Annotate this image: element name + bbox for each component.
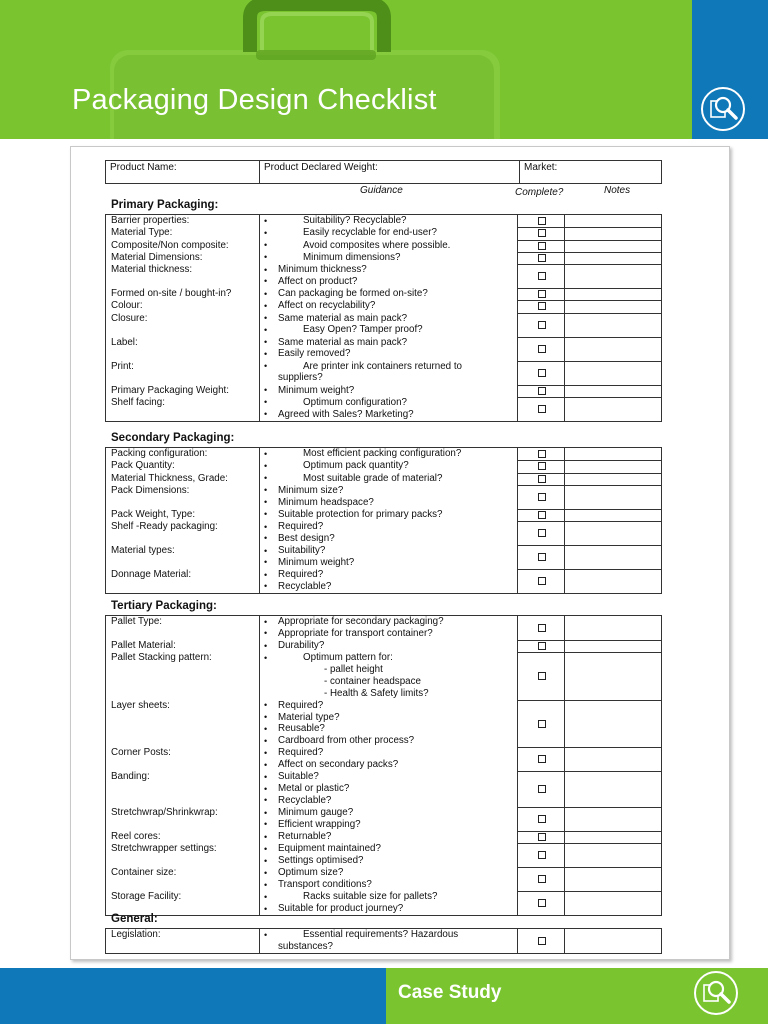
magnifier-logo-icon xyxy=(693,970,739,1016)
table-row xyxy=(106,843,661,867)
guidance-text: Agreed with Sales? Marketing? xyxy=(278,408,414,420)
guidance-text: Easily recyclable for end-user? xyxy=(303,227,437,239)
table-row xyxy=(106,473,661,485)
bullet-icon: • xyxy=(264,448,268,459)
guidance-text: Minimum weight? xyxy=(278,384,355,396)
section-title: Tertiary Packaging: xyxy=(111,600,217,612)
bullet-icon: • xyxy=(264,831,268,842)
complete-checkbox[interactable] xyxy=(538,624,546,632)
row-label: Shelf facing: xyxy=(111,396,165,408)
bullet-icon: • xyxy=(264,735,268,746)
header-banner xyxy=(0,0,692,139)
complete-checkbox[interactable] xyxy=(538,405,546,413)
guidance-text: suppliers? xyxy=(278,372,323,384)
bullet-icon: • xyxy=(264,712,268,722)
complete-checkbox[interactable] xyxy=(538,450,546,458)
bullet-icon: • xyxy=(264,215,268,226)
complete-checkbox[interactable] xyxy=(538,577,546,585)
complete-checkbox[interactable] xyxy=(538,321,546,329)
complete-checkbox[interactable] xyxy=(538,553,546,561)
guidance-text: Minimum size? xyxy=(278,484,344,496)
bullet-icon: • xyxy=(264,473,268,483)
guidance-text: Avoid composites where possible. xyxy=(303,239,451,251)
row-label: Material Thickness, Grade: xyxy=(111,472,228,484)
complete-checkbox[interactable] xyxy=(538,720,546,728)
bullet-icon: • xyxy=(264,652,268,663)
bullet-icon: • xyxy=(264,348,268,359)
guidance-text: Suitable for product journey? xyxy=(278,903,404,914)
column-divider xyxy=(564,616,565,915)
bullet-icon: • xyxy=(264,903,268,914)
bullet-icon: • xyxy=(264,409,268,419)
guidance-text: Reusable? xyxy=(278,723,325,735)
column-divider xyxy=(517,215,518,421)
guidance-text: Essential requirements? Hazardous xyxy=(303,929,459,940)
guidance-text: Cardboard from other process? xyxy=(278,735,415,746)
bullet-icon: • xyxy=(264,460,268,471)
column-divider xyxy=(259,215,260,421)
checklist-table xyxy=(105,615,662,916)
case-study-label: Case Study xyxy=(398,982,502,1003)
bullet-icon: • xyxy=(264,891,268,902)
guidance-text: Easily removed? xyxy=(278,348,351,360)
row-label: Closure: xyxy=(111,312,148,324)
bullet-icon: • xyxy=(264,497,268,507)
complete-checkbox[interactable] xyxy=(538,462,546,470)
bullet-icon: • xyxy=(264,640,268,651)
checklist-table xyxy=(105,214,662,422)
bullet-icon: • xyxy=(264,616,268,627)
bullet-icon: • xyxy=(264,227,268,238)
bullet-icon: • xyxy=(264,867,268,878)
guidance-text: Affect on recyclability? xyxy=(278,300,376,312)
row-label: Pack Quantity: xyxy=(111,460,175,472)
guidance-text: Appropriate for secondary packaging? xyxy=(278,616,444,627)
bullet-icon: • xyxy=(264,533,268,544)
row-label: Donnage Material: xyxy=(111,569,192,580)
footer-left xyxy=(0,968,386,1024)
complete-checkbox[interactable] xyxy=(538,290,546,298)
complete-checkbox[interactable] xyxy=(538,672,546,680)
complete-checkbox[interactable] xyxy=(538,242,546,250)
bullet-icon: • xyxy=(264,929,268,940)
bullet-icon: • xyxy=(264,783,268,794)
row-label: Material Dimensions: xyxy=(111,251,203,263)
bullet-icon: • xyxy=(264,819,268,830)
section-title: Primary Packaging: xyxy=(111,199,219,211)
briefcase-image xyxy=(110,0,510,139)
product-info-box xyxy=(105,160,662,184)
row-label: Material thickness: xyxy=(111,264,193,275)
table-row xyxy=(106,252,661,264)
guidance-text: - pallet height xyxy=(324,664,383,675)
column-divider xyxy=(564,448,565,593)
bullet-icon: • xyxy=(264,397,268,408)
guidance-text: Suitability? Recyclable? xyxy=(303,215,407,226)
checklist-table xyxy=(105,928,662,954)
product-name-field[interactable]: Product Name: xyxy=(110,162,177,173)
row-label: Print: xyxy=(111,360,134,372)
row-label: Material types: xyxy=(111,545,175,556)
bullet-icon: • xyxy=(264,300,268,311)
guidance-text: Required? xyxy=(278,747,324,759)
guidance-text: Most efficient packing configuration? xyxy=(303,448,462,459)
guidance-text: Same material as main pack? xyxy=(278,336,408,348)
guidance-text: Material type? xyxy=(278,711,340,723)
table-row xyxy=(106,891,661,915)
guidance-text: Recyclable? xyxy=(278,580,332,592)
table-row xyxy=(106,652,661,700)
table-row xyxy=(106,616,661,640)
magnifier-logo-icon xyxy=(700,86,746,132)
bullet-icon: • xyxy=(264,723,268,734)
guidance-text: Efficient wrapping? xyxy=(278,818,361,830)
table-row xyxy=(106,771,661,807)
bullet-icon: • xyxy=(264,240,268,250)
table-row xyxy=(106,460,661,472)
guidance-text: Optimum size? xyxy=(278,867,344,879)
complete-checkbox[interactable] xyxy=(538,937,546,945)
row-label: Reel cores: xyxy=(111,831,161,842)
guidance-text: Minimum thickness? xyxy=(278,264,367,275)
guidance-text: Recyclable? xyxy=(278,794,332,806)
column-divider xyxy=(564,929,565,953)
complete-checkbox[interactable] xyxy=(538,345,546,353)
bullet-icon: • xyxy=(264,324,268,335)
bullet-icon: • xyxy=(264,509,268,520)
bullet-icon: • xyxy=(264,337,268,347)
guidance-text: Are printer ink containers returned to xyxy=(303,360,463,372)
guidance-text: Required? xyxy=(278,569,324,580)
complete-checkbox[interactable] xyxy=(538,387,546,395)
column-divider xyxy=(259,929,260,953)
guidance-text: Suitability? xyxy=(278,545,326,556)
complete-checkbox[interactable] xyxy=(538,272,546,280)
row-label: Shelf -Ready packaging: xyxy=(111,521,218,532)
bullet-icon: • xyxy=(264,855,268,866)
table-row xyxy=(106,397,661,421)
guidance-text: - Health & Safety limits? xyxy=(324,687,429,699)
guidance-text: Metal or plastic? xyxy=(278,783,350,794)
complete-checkbox[interactable] xyxy=(538,369,546,377)
complete-checkbox[interactable] xyxy=(538,899,546,907)
table-row xyxy=(106,264,661,288)
table-row xyxy=(106,831,661,843)
guidance-text: Transport conditions? xyxy=(278,879,372,890)
row-label: Container size: xyxy=(111,867,177,879)
bullet-icon: • xyxy=(264,759,268,770)
row-label: Banding: xyxy=(111,771,150,783)
bullet-icon: • xyxy=(264,485,268,496)
row-label: Pack Weight, Type: xyxy=(111,508,196,520)
complete-checkbox[interactable] xyxy=(538,875,546,883)
row-label: Barrier properties: xyxy=(111,215,190,226)
complete-checkbox[interactable] xyxy=(538,833,546,841)
guidance-text: Minimum gauge? xyxy=(278,807,354,818)
bullet-icon: • xyxy=(264,545,268,556)
complete-checkbox[interactable] xyxy=(538,217,546,225)
row-label: Packing configuration: xyxy=(111,448,208,459)
bullet-icon: • xyxy=(264,581,268,592)
checklist-table xyxy=(105,447,662,594)
bullet-icon: • xyxy=(264,843,268,854)
guidance-text: Most suitable grade of material? xyxy=(303,472,443,484)
guidance-text: Best design? xyxy=(278,532,335,544)
complete-checkbox[interactable] xyxy=(538,302,546,310)
bullet-icon: • xyxy=(264,771,268,782)
guidance-text: Minimum dimensions? xyxy=(303,251,401,263)
table-row xyxy=(106,385,661,397)
guidance-text: Easy Open? Tamper proof? xyxy=(303,324,423,336)
table-row xyxy=(106,807,661,831)
row-label: Material Type: xyxy=(111,227,173,239)
table-row xyxy=(106,640,661,652)
guidance-text: Durability? xyxy=(278,640,325,651)
complete-checkbox[interactable] xyxy=(538,529,546,537)
section-title: Secondary Packaging: xyxy=(111,432,235,444)
table-row xyxy=(106,545,661,569)
bullet-icon: • xyxy=(264,879,268,890)
table-row xyxy=(106,240,661,252)
table-row xyxy=(106,227,661,239)
guidance-text: Affect on product? xyxy=(278,275,358,287)
column-divider xyxy=(259,616,260,915)
row-label: Stretchwrapper settings: xyxy=(111,843,217,855)
row-label: Corner Posts: xyxy=(111,747,171,759)
bullet-icon: • xyxy=(264,313,268,323)
guidance-text: Returnable? xyxy=(278,831,332,842)
table-row xyxy=(106,521,661,545)
row-label: Storage Facility: xyxy=(111,891,182,903)
market-field[interactable]: Market: xyxy=(524,162,558,173)
complete-checkbox[interactable] xyxy=(538,493,546,501)
guidance-text: Settings optimised? xyxy=(278,855,364,866)
bullet-icon: • xyxy=(264,569,268,580)
table-row xyxy=(106,300,661,312)
table-row xyxy=(106,747,661,771)
bullet-icon: • xyxy=(264,521,268,532)
guidance-text: Appropriate for transport container? xyxy=(278,627,433,639)
bullet-icon: • xyxy=(264,252,268,263)
column-divider xyxy=(564,215,565,421)
bullet-icon: • xyxy=(264,361,268,371)
table-row xyxy=(106,485,661,509)
complete-checkbox[interactable] xyxy=(538,815,546,823)
table-row xyxy=(106,361,661,385)
guidance-text: Minimum headspace? xyxy=(278,496,374,508)
column-divider xyxy=(517,616,518,915)
row-label: Label: xyxy=(111,336,138,348)
guidance-text: Optimum configuration? xyxy=(303,396,408,408)
guidance-text: Optimum pattern for: xyxy=(303,652,393,664)
complete-checkbox[interactable] xyxy=(538,229,546,237)
notes-header: Notes xyxy=(604,185,631,196)
table-row xyxy=(106,313,661,337)
row-label: Pack Dimensions: xyxy=(111,484,190,496)
table-row xyxy=(106,509,661,521)
complete-header: Complete? xyxy=(515,187,564,198)
bullet-icon: • xyxy=(264,807,268,818)
row-label: Legislation: xyxy=(111,929,161,940)
row-label: Pallet Stacking pattern: xyxy=(111,652,212,664)
row-label: Primary Packaging Weight: xyxy=(111,384,229,396)
complete-checkbox[interactable] xyxy=(538,755,546,763)
table-row xyxy=(106,929,661,953)
row-label: Pallet Material: xyxy=(111,640,176,651)
bullet-icon: • xyxy=(264,795,268,806)
guidance-text: Suitable? xyxy=(278,771,319,783)
table-row xyxy=(106,569,661,593)
complete-checkbox[interactable] xyxy=(538,642,546,650)
table-row xyxy=(106,700,661,748)
table-row xyxy=(106,448,661,460)
complete-checkbox[interactable] xyxy=(538,785,546,793)
page-title: Packaging Design Checklist xyxy=(72,84,437,116)
bullet-icon: • xyxy=(264,288,268,299)
guidance-text: Equipment maintained? xyxy=(278,843,381,855)
row-label: Stretchwrap/Shrinkwrap: xyxy=(111,807,218,818)
table-row xyxy=(106,337,661,361)
row-label: Layer sheets: xyxy=(111,699,170,711)
guidance-text: Required? xyxy=(278,699,324,711)
guidance-text: Can packaging be formed on-site? xyxy=(278,288,428,299)
guidance-text: Optimum pack quantity? xyxy=(303,460,409,472)
bullet-icon: • xyxy=(264,385,268,395)
complete-checkbox[interactable] xyxy=(538,851,546,859)
row-label: Composite/Non composite: xyxy=(111,239,229,251)
guidance-text: Racks suitable size for pallets? xyxy=(303,891,438,903)
complete-checkbox[interactable] xyxy=(538,475,546,483)
guidance-text: substances? xyxy=(278,940,334,952)
guidance-text: Affect on secondary packs? xyxy=(278,759,399,770)
table-row xyxy=(106,867,661,891)
column-divider xyxy=(517,929,518,953)
row-label: Colour: xyxy=(111,300,143,312)
guidance-header: Guidance xyxy=(360,185,403,196)
table-row xyxy=(106,288,661,300)
checklist-document xyxy=(70,146,730,960)
bullet-icon: • xyxy=(264,700,268,711)
guidance-text: Minimum weight? xyxy=(278,556,355,568)
guidance-text: Same material as main pack? xyxy=(278,312,408,324)
row-label: Pallet Type: xyxy=(111,616,163,627)
guidance-text: Suitable protection for primary packs? xyxy=(278,508,443,520)
column-divider xyxy=(259,448,260,593)
guidance-text: Required? xyxy=(278,521,324,532)
table-row xyxy=(106,215,661,227)
column-divider xyxy=(517,448,518,593)
complete-checkbox[interactable] xyxy=(538,254,546,262)
declared-weight-field[interactable]: Product Declared Weight: xyxy=(264,162,378,173)
guidance-text: - container headspace xyxy=(324,675,421,687)
bullet-icon: • xyxy=(264,264,268,275)
bullet-icon: • xyxy=(264,628,268,639)
row-label: Formed on-site / bought-in? xyxy=(111,288,232,299)
complete-checkbox[interactable] xyxy=(538,511,546,519)
bullet-icon: • xyxy=(264,747,268,758)
section-title: General: xyxy=(111,913,158,925)
bullet-icon: • xyxy=(264,276,268,287)
bullet-icon: • xyxy=(264,557,268,568)
